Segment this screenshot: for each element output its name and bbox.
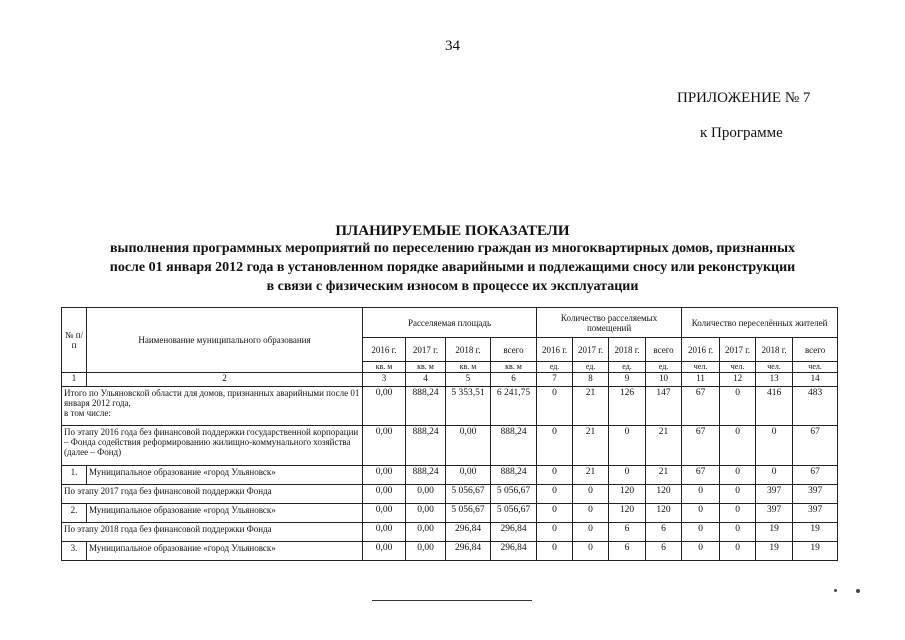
row-value: 0,00 bbox=[363, 466, 406, 485]
header-year: всего bbox=[793, 338, 838, 362]
row-value: 5 056,67 bbox=[446, 485, 491, 504]
row-value: 0 bbox=[682, 504, 720, 523]
header-unit: ед. bbox=[573, 362, 609, 373]
row-value: 0,00 bbox=[363, 426, 406, 466]
row-value: 0 bbox=[537, 542, 573, 561]
row-value: 5 056,67 bbox=[446, 504, 491, 523]
row-value: 19 bbox=[793, 523, 838, 542]
header-unit: чел. bbox=[756, 362, 793, 373]
header-unit: кв. м bbox=[363, 362, 406, 373]
title-subline: в связи с физическим износом в процессе их эксплуатации bbox=[266, 279, 639, 294]
header-area-group: Расселяемая площадь bbox=[363, 308, 537, 338]
row-value: 296,84 bbox=[491, 542, 537, 561]
row-value: 0 bbox=[682, 542, 720, 561]
column-number: 8 bbox=[573, 373, 609, 387]
row-label: Муниципальное образование «город Ульяновск» bbox=[87, 466, 363, 485]
header-unit: кв. м bbox=[491, 362, 537, 373]
row-value: 6 bbox=[646, 523, 682, 542]
header-unit: чел. bbox=[682, 362, 720, 373]
header-unit: чел. bbox=[720, 362, 756, 373]
row-value: 0 bbox=[609, 466, 646, 485]
row-value: 888,24 bbox=[406, 426, 446, 466]
row-value: 0 bbox=[682, 485, 720, 504]
row-value: 888,24 bbox=[491, 466, 537, 485]
row-value: 888,24 bbox=[406, 387, 446, 426]
column-number: 13 bbox=[756, 373, 793, 387]
header-unit: кв. м bbox=[446, 362, 491, 373]
row-value: 21 bbox=[646, 426, 682, 466]
column-number: 1 bbox=[62, 373, 87, 387]
column-number: 2 bbox=[87, 373, 363, 387]
page-number: 34 bbox=[445, 38, 460, 54]
row-value: 0 bbox=[720, 542, 756, 561]
appendix-label: ПРИЛОЖЕНИЕ № 7 bbox=[677, 90, 811, 106]
title-subline: выполнения программных мероприятий по переселению граждан из многоквартирных домов, признанных bbox=[109, 241, 796, 256]
header-num: № п/п bbox=[62, 308, 87, 373]
row-label: По этапу 2018 года без финансовой поддержки Фонда bbox=[62, 523, 363, 542]
row-value: 120 bbox=[646, 504, 682, 523]
table-row bbox=[62, 387, 838, 426]
header-year: 2016 г. bbox=[363, 338, 406, 362]
header-name: Наименование муниципального образования bbox=[87, 308, 363, 373]
row-value: 888,24 bbox=[491, 426, 537, 466]
row-value: 0,00 bbox=[406, 485, 446, 504]
row-value: 19 bbox=[756, 523, 793, 542]
header-year: 2018 г. bbox=[756, 338, 793, 362]
row-value: 126 bbox=[609, 387, 646, 426]
row-value: 0 bbox=[720, 485, 756, 504]
row-value: 6 241,75 bbox=[491, 387, 537, 426]
table-row bbox=[62, 523, 838, 542]
row-value: 0 bbox=[537, 387, 573, 426]
column-number: 3 bbox=[363, 373, 406, 387]
row-value: 0,00 bbox=[446, 426, 491, 466]
footer-divider bbox=[372, 600, 532, 601]
row-value: 21 bbox=[646, 466, 682, 485]
row-value: 0 bbox=[682, 523, 720, 542]
row-value: 0,00 bbox=[363, 485, 406, 504]
row-label: По этапу 2016 года без финансовой поддержки государственной корпорации – Фонда содействия реформированию жилищно-коммунального хозяйства (далее – Фонд) bbox=[62, 426, 363, 466]
row-value: 0,00 bbox=[406, 542, 446, 561]
row-value: 296,84 bbox=[446, 542, 491, 561]
row-value: 19 bbox=[756, 542, 793, 561]
header-year: 2018 г. bbox=[609, 338, 646, 362]
row-value: 6 bbox=[609, 523, 646, 542]
row-value: 5 056,67 bbox=[491, 504, 537, 523]
column-number: 9 bbox=[609, 373, 646, 387]
row-label: По этапу 2017 года без финансовой поддержки Фонда bbox=[62, 485, 363, 504]
row-value: 67 bbox=[682, 387, 720, 426]
row-value: 416 bbox=[756, 387, 793, 426]
table-row bbox=[62, 542, 838, 561]
row-value: 0 bbox=[573, 504, 609, 523]
header-year: 2018 г. bbox=[446, 338, 491, 362]
row-value: 0 bbox=[609, 426, 646, 466]
row-value: 0 bbox=[537, 426, 573, 466]
row-value: 0 bbox=[720, 426, 756, 466]
header-year: всего bbox=[491, 338, 537, 362]
row-value: 67 bbox=[682, 426, 720, 466]
row-value: 0,00 bbox=[363, 387, 406, 426]
header-year: 2016 г. bbox=[682, 338, 720, 362]
row-value: 0 bbox=[756, 466, 793, 485]
table-row bbox=[62, 485, 838, 504]
indicators-table bbox=[61, 307, 838, 561]
row-value: 0 bbox=[537, 466, 573, 485]
row-value: 21 bbox=[573, 466, 609, 485]
row-value: 0,00 bbox=[363, 523, 406, 542]
table-row bbox=[62, 466, 838, 485]
row-value: 0,00 bbox=[363, 542, 406, 561]
row-value: 0 bbox=[720, 523, 756, 542]
row-value: 0 bbox=[573, 485, 609, 504]
header-year: 2017 г. bbox=[720, 338, 756, 362]
column-number: 7 bbox=[537, 373, 573, 387]
column-number: 5 bbox=[446, 373, 491, 387]
row-value: 67 bbox=[793, 466, 838, 485]
column-number: 6 bbox=[491, 373, 537, 387]
header-unit: ед. bbox=[646, 362, 682, 373]
row-value: 21 bbox=[573, 426, 609, 466]
row-value: 0 bbox=[537, 485, 573, 504]
row-value: 397 bbox=[793, 504, 838, 523]
title-subline: после 01 января 2012 года в установленном порядке аварийными и подлежащими сносу или реконструкции bbox=[109, 260, 796, 275]
header-unit: ед. bbox=[609, 362, 646, 373]
column-number: 12 bbox=[720, 373, 756, 387]
column-number: 4 bbox=[406, 373, 446, 387]
row-value: 0 bbox=[756, 426, 793, 466]
header-rooms-group: Количество расселяемых помещений bbox=[537, 308, 682, 338]
row-value: 0,00 bbox=[363, 504, 406, 523]
column-number: 11 bbox=[682, 373, 720, 387]
table-row bbox=[62, 504, 838, 523]
row-value: 397 bbox=[756, 504, 793, 523]
row-value: 0 bbox=[537, 523, 573, 542]
row-value: 0,00 bbox=[406, 523, 446, 542]
header-year: 2016 г. bbox=[537, 338, 573, 362]
row-value: 120 bbox=[609, 485, 646, 504]
header-unit: чел. bbox=[793, 362, 838, 373]
header-unit: кв. м bbox=[406, 362, 446, 373]
row-value: 120 bbox=[609, 504, 646, 523]
header-unit: ед. bbox=[537, 362, 573, 373]
row-value: 19 bbox=[793, 542, 838, 561]
row-value: 397 bbox=[756, 485, 793, 504]
to-program-label: к Программе bbox=[700, 125, 783, 141]
row-value: 0,00 bbox=[446, 466, 491, 485]
row-value: 483 bbox=[793, 387, 838, 426]
scan-mark bbox=[834, 589, 837, 592]
row-value: 5 353,51 bbox=[446, 387, 491, 426]
row-value: 120 bbox=[646, 485, 682, 504]
row-value: 67 bbox=[682, 466, 720, 485]
header-year: всего bbox=[646, 338, 682, 362]
row-value: 0 bbox=[537, 504, 573, 523]
row-value: 147 bbox=[646, 387, 682, 426]
row-number: 2. bbox=[62, 504, 87, 523]
row-value: 67 bbox=[793, 426, 838, 466]
row-number: 1. bbox=[62, 466, 87, 485]
row-value: 6 bbox=[646, 542, 682, 561]
table-row bbox=[62, 426, 838, 466]
row-value: 0 bbox=[720, 504, 756, 523]
header-year: 2017 г. bbox=[406, 338, 446, 362]
row-value: 0 bbox=[573, 523, 609, 542]
column-number: 10 bbox=[646, 373, 682, 387]
row-value: 296,84 bbox=[446, 523, 491, 542]
document-title: ПЛАНИРУЕМЫЕ ПОКАЗАТЕЛИ bbox=[335, 223, 570, 239]
header-residents-group: Количество переселённых жителей bbox=[682, 308, 838, 338]
row-value: 0 bbox=[573, 542, 609, 561]
header-year: 2017 г. bbox=[573, 338, 609, 362]
row-label: Итого по Ульяновской области для домов, признанных аварийными после 01 января 2012 года, в том числе: bbox=[62, 387, 363, 426]
column-number: 14 bbox=[793, 373, 838, 387]
row-value: 5 056,67 bbox=[491, 485, 537, 504]
row-value: 6 bbox=[609, 542, 646, 561]
row-value: 0,00 bbox=[406, 504, 446, 523]
scan-mark bbox=[856, 589, 860, 593]
row-value: 21 bbox=[573, 387, 609, 426]
row-label: Муниципальное образование «город Ульяновск» bbox=[87, 504, 363, 523]
row-value: 888,24 bbox=[406, 466, 446, 485]
row-number: 3. bbox=[62, 542, 87, 561]
row-value: 296,84 bbox=[491, 523, 537, 542]
row-value: 397 bbox=[793, 485, 838, 504]
row-label: Муниципальное образование «город Ульяновск» bbox=[87, 542, 363, 561]
row-value: 0 bbox=[720, 466, 756, 485]
row-value: 0 bbox=[720, 387, 756, 426]
